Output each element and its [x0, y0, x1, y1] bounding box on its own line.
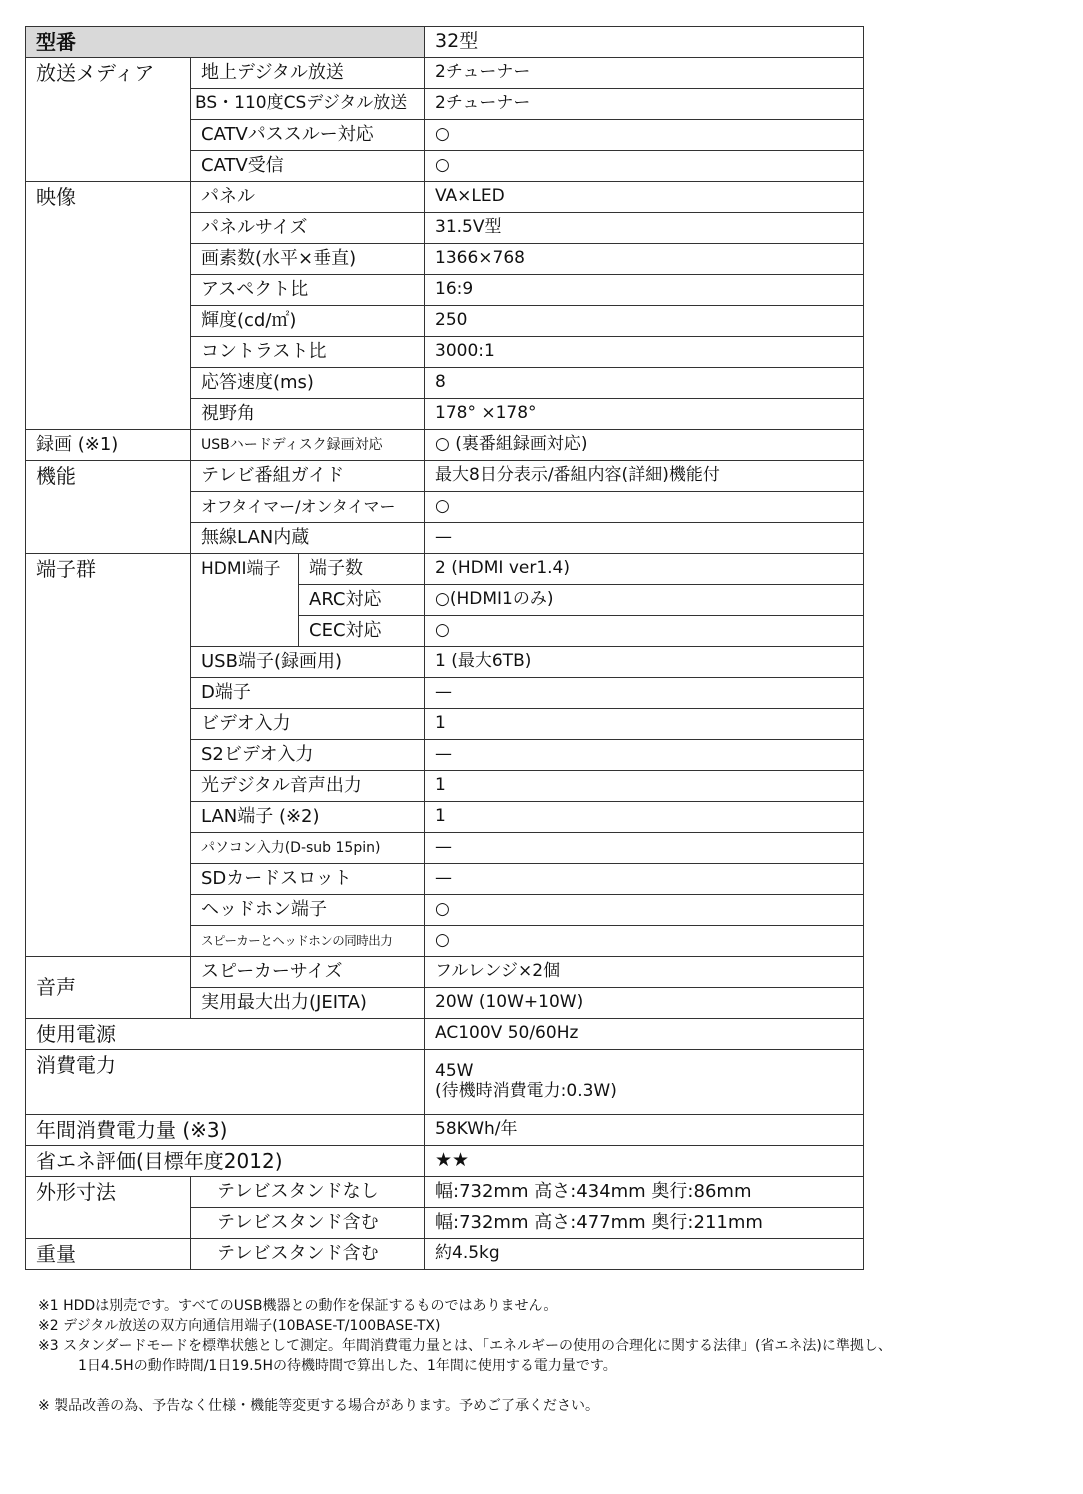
spec-label: スピーカーとヘッドホンの同時出力	[191, 926, 425, 957]
spec-value: 最大8日分表示/番組内容(詳細)機能付	[425, 461, 864, 492]
spec-row	[26, 182, 864, 213]
spec-value: 1	[425, 771, 864, 802]
spec-value: ○	[425, 895, 864, 926]
spec-label: CATVパススルー対応	[191, 120, 425, 151]
spec-value: —	[425, 523, 864, 554]
spec-label: 画素数(水平×垂直)	[191, 244, 425, 275]
spec-label: D端子	[191, 678, 425, 709]
category-functions: 機能	[26, 461, 191, 554]
spec-value: ○	[425, 616, 864, 647]
footnotes	[38, 1296, 1068, 1416]
spec-label: 実用最大出力(JEITA)	[191, 988, 425, 1019]
spec-label: テレビスタンド含む	[191, 1208, 425, 1239]
spec-value: 1366×768	[425, 244, 864, 275]
spec-row	[26, 1019, 864, 1050]
spec-value: —	[425, 678, 864, 709]
spec-row	[26, 430, 864, 461]
footnote-3: ※3 スタンダードモードを標準状態として測定。年間消費電力量とは、「エネルギーの使用の合理化に関する法律」(省エネ法)に準拠し、	[38, 1338, 892, 1354]
spec-label: テレビ番組ガイド	[191, 461, 425, 492]
spec-row	[26, 1239, 864, 1270]
spec-label: 輝度(cd/㎡)	[191, 306, 425, 337]
category-broadcast: 放送メディア	[26, 58, 191, 182]
spec-value: ○	[425, 926, 864, 957]
spec-label: SDカードスロット	[191, 864, 425, 895]
spec-label: オフタイマー/オンタイマー	[191, 492, 425, 523]
footnote-2: ※2 デジタル放送の双方向通信用端子(10BASE-T/100BASE-TX)	[38, 1318, 441, 1334]
spec-label: テレビスタンドなし	[191, 1177, 425, 1208]
annual-power-value: 58KWh/年	[425, 1115, 864, 1146]
spec-value: —	[425, 740, 864, 771]
spec-label: 応答速度(ms)	[191, 368, 425, 399]
model-label: 型番	[26, 27, 425, 58]
spec-label: USB端子(録画用)	[191, 647, 425, 678]
spec-row	[26, 1115, 864, 1146]
footnote-spacer	[38, 1376, 1068, 1396]
spec-value: VA×LED	[425, 182, 864, 213]
spec-table	[25, 26, 864, 1270]
spec-value: —	[425, 833, 864, 864]
spec-value: 約4.5kg	[425, 1239, 864, 1270]
spec-label: S2ビデオ入力	[191, 740, 425, 771]
spec-label: コントラスト比	[191, 337, 425, 368]
spec-row	[26, 1177, 864, 1208]
spec-value: 250	[425, 306, 864, 337]
spec-value: ○(HDMI1のみ)	[425, 585, 864, 616]
spec-value: 1 (最大6TB)	[425, 647, 864, 678]
spec-row	[26, 957, 864, 988]
spec-value: 31.5V型	[425, 213, 864, 244]
spec-label: CEC対応	[299, 616, 425, 647]
spec-value: 幅:732mm 高さ:434mm 奥行:86mm	[425, 1177, 864, 1208]
category-weight: 重量	[26, 1239, 191, 1270]
spec-value: 178° ×178°	[425, 399, 864, 430]
spec-label: LAN端子 (※2)	[191, 802, 425, 833]
spec-value: 幅:732mm 高さ:477mm 奥行:211mm	[425, 1208, 864, 1239]
spec-label: USBハードディスク録画対応	[191, 430, 425, 461]
spec-row	[26, 1050, 864, 1115]
spec-label: BS・110度CSデジタル放送	[191, 89, 425, 120]
power-consumption-value-line2: (待機時消費電力:0.3W)	[435, 1081, 617, 1101]
spec-value: 3000:1	[425, 337, 864, 368]
footnote-1: ※1 HDDは別売です。すべてのUSB機器との動作を保証するものではありません。	[38, 1298, 558, 1314]
spec-value: 2 (HDMI ver1.4)	[425, 554, 864, 585]
power-consumption-label: 消費電力	[26, 1050, 425, 1115]
energy-rating-value: ★★	[425, 1146, 864, 1177]
spec-value: 16:9	[425, 275, 864, 306]
power-source-label: 使用電源	[26, 1019, 425, 1050]
spec-label: パネル	[191, 182, 425, 213]
spec-value: 8	[425, 368, 864, 399]
spec-label: アスペクト比	[191, 275, 425, 306]
spec-label: 地上デジタル放送	[191, 58, 425, 89]
spec-value: 1	[425, 802, 864, 833]
power-consumption-value-line1: 45W	[435, 1061, 474, 1082]
category-recording: 録画 (※1)	[26, 430, 191, 461]
category-terminals: 端子群	[26, 554, 191, 957]
spec-label: テレビスタンド含む	[191, 1239, 425, 1270]
spec-value: 20W (10W+10W)	[425, 988, 864, 1019]
spec-value: ○ (裏番組録画対応)	[425, 430, 864, 461]
power-source-value: AC100V 50/60Hz	[425, 1019, 864, 1050]
spec-row	[26, 1146, 864, 1177]
spec-value: フルレンジ×2個	[425, 957, 864, 988]
category-dimensions: 外形寸法	[26, 1177, 191, 1239]
spec-value: ○	[425, 151, 864, 182]
spec-row-model	[26, 27, 864, 58]
spec-label: 端子数	[299, 554, 425, 585]
disclaimer: ※ 製品改善の為、予告なく仕様・機能等変更する場合があります。予めご了承ください。	[38, 1398, 600, 1414]
spec-label: CATV受信	[191, 151, 425, 182]
spec-value: 1	[425, 709, 864, 740]
spec-label: 無線LAN内蔵	[191, 523, 425, 554]
spec-value: 2チューナー	[425, 89, 864, 120]
annual-power-label: 年間消費電力量 (※3)	[26, 1115, 425, 1146]
spec-value: 2チューナー	[425, 58, 864, 89]
spec-value: ○	[425, 492, 864, 523]
spec-value: —	[425, 864, 864, 895]
spec-label: パソコン入力(D-sub 15pin)	[191, 833, 425, 864]
spec-label: ARC対応	[299, 585, 425, 616]
spec-label: スピーカーサイズ	[191, 957, 425, 988]
spec-label: 視野角	[191, 399, 425, 430]
spec-label: 光デジタル音声出力	[191, 771, 425, 802]
footnote-3-continued: 1日4.5Hの動作時間/1日19.5Hの待機時間で算出した、1年間に使用する電力量です。	[78, 1358, 617, 1374]
spec-row	[26, 554, 864, 585]
category-video: 映像	[26, 182, 191, 430]
spec-label: ヘッドホン端子	[191, 895, 425, 926]
spec-row	[26, 58, 864, 89]
spec-label: パネルサイズ	[191, 213, 425, 244]
spec-value: ○	[425, 120, 864, 151]
spec-row	[26, 461, 864, 492]
spec-label: ビデオ入力	[191, 709, 425, 740]
energy-rating-label: 省エネ評価(目標年度2012)	[26, 1146, 425, 1177]
model-value: 32型	[425, 27, 864, 58]
hdmi-label: HDMI端子	[191, 554, 299, 647]
category-audio: 音声	[26, 957, 191, 1019]
power-consumption-value	[425, 1050, 864, 1115]
